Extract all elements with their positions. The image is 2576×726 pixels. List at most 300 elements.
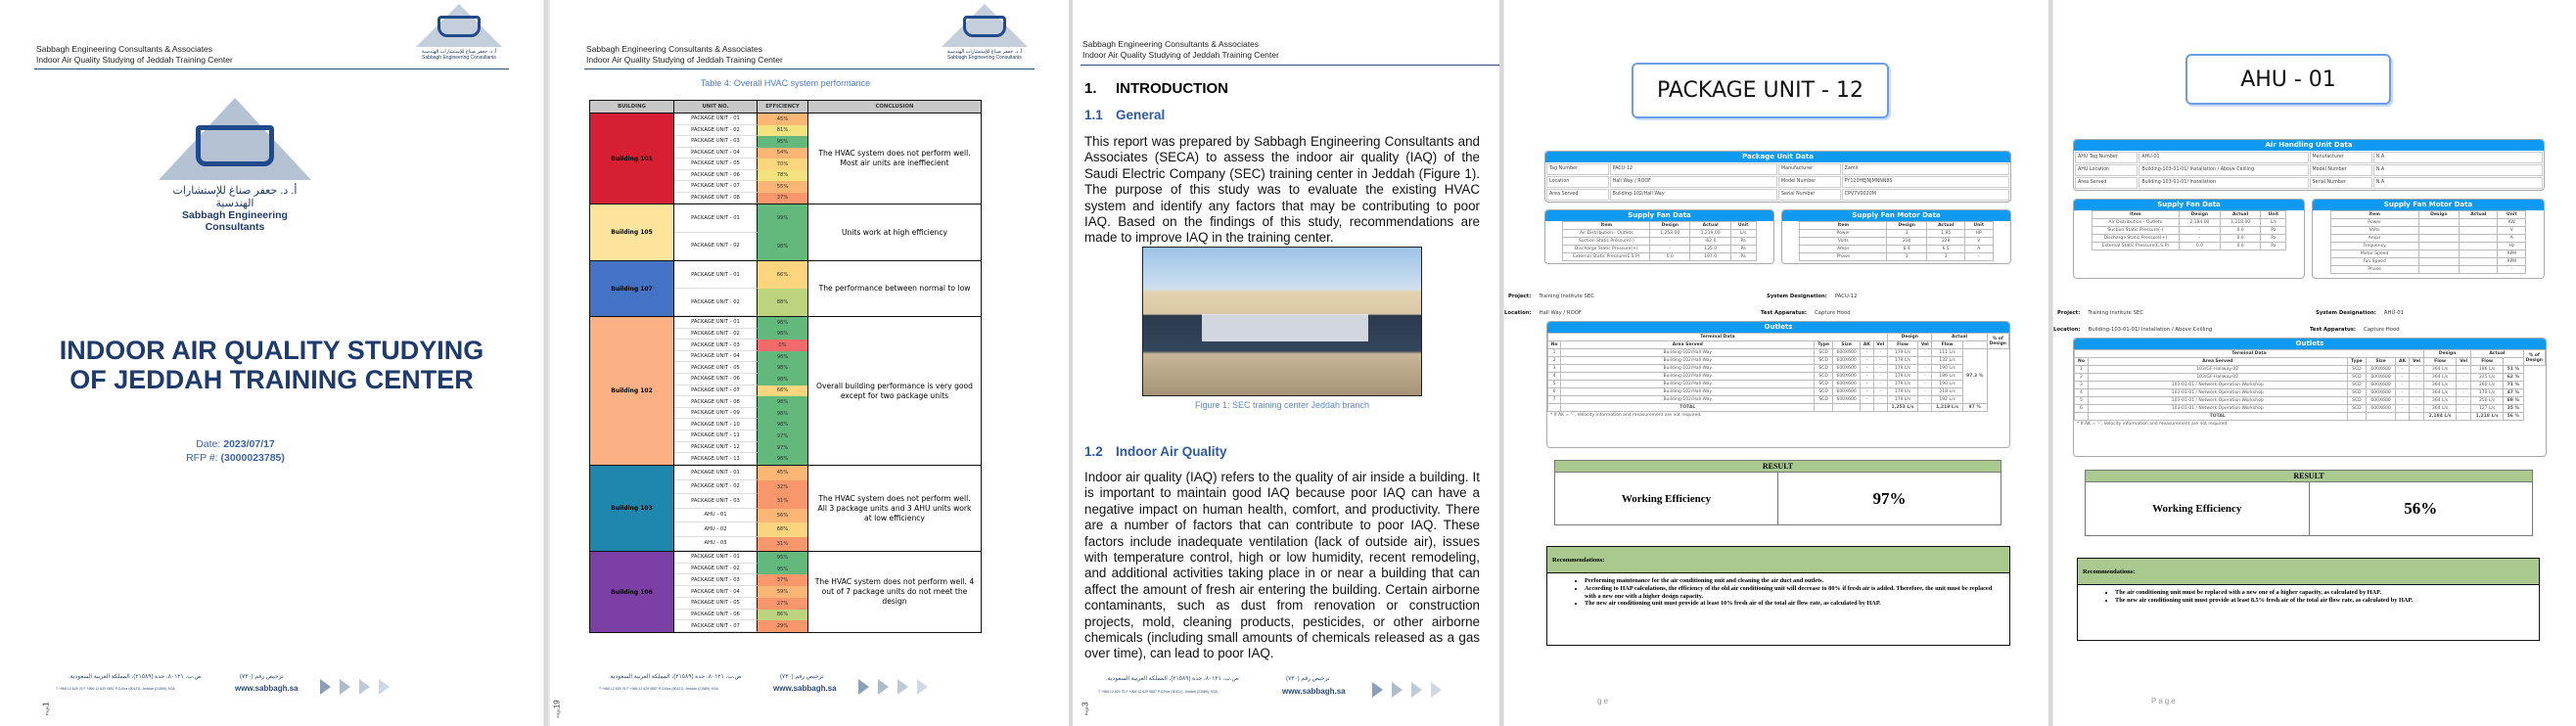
figure-sec-training-center-photo <box>1142 247 1422 396</box>
info-value: Training Institute SEC <box>1539 294 1595 299</box>
table-row <box>674 598 807 610</box>
unit-name: PACKAGE UNIT - 01 <box>674 113 758 125</box>
table-cell: SCD <box>2347 389 2367 397</box>
unit-data-grid <box>1545 162 2010 202</box>
table-cell: - <box>1964 253 1993 261</box>
efficiency-cell: 37% <box>758 193 807 204</box>
table-row <box>1800 238 1993 246</box>
percent-of-design: 51 % <box>2504 366 2523 374</box>
table-row <box>674 159 807 170</box>
efficiency-cell: 95% <box>758 564 807 575</box>
total-label: TOTAL <box>1561 404 1815 412</box>
column-header: Vel <box>2410 358 2424 366</box>
table-cell: 0.0 <box>2220 243 2261 250</box>
table-cell: - <box>1873 388 1887 396</box>
panel-header: Supply Fan Motor Data <box>2313 200 2544 210</box>
table-cell: Power <box>2330 219 2418 227</box>
company-logo <box>940 4 1030 61</box>
table-row <box>674 181 807 193</box>
table-cell: 8.4 <box>1887 246 1927 253</box>
table-cell: - <box>2180 227 2221 235</box>
unit-data-panel <box>1544 151 2011 203</box>
group-header: % of Design <box>1987 334 2008 349</box>
recommendation-item: • The new air conditioning unit must provide at least 8.5% fresh air of the total air flow rate, as calculated by HAP. <box>2115 597 2527 605</box>
field-value: Building-102/Hall Way <box>1610 189 1777 201</box>
footer-contact: T +966 12 629 76 F +966 12 629 0857 P.O.Box (80121), Jeddah (21589), KSA <box>1098 690 1218 694</box>
unit-name: PACKAGE UNIT - 09 <box>674 408 758 420</box>
page-number: Page19 <box>552 700 562 718</box>
table-cell: 600X600 <box>1832 381 1860 388</box>
table-row <box>1548 349 2009 357</box>
column-header: Design <box>1887 222 1927 230</box>
info-value: PACU-12 <box>1834 294 1858 299</box>
table-row <box>674 480 807 495</box>
field-value: N.A <box>2373 152 2543 163</box>
table-cell: Pa <box>1730 246 1756 253</box>
table-cell: SCD <box>2347 405 2367 413</box>
building-group <box>590 317 981 466</box>
table-cell: 600X600 <box>2367 374 2396 382</box>
outlets-note: * If AK = '-', Velocity information and measurement are not required. <box>2077 422 2229 427</box>
table-cell: - <box>2395 366 2409 374</box>
column-header: Actual <box>1690 222 1730 230</box>
supply-fan-motor-panel <box>1781 209 2011 264</box>
building-group <box>590 113 981 204</box>
col-efficiency: EFFICIENCY <box>758 101 808 113</box>
table-cell: - <box>2410 397 2424 405</box>
unit-name: PACKAGE UNIT - 05 <box>674 159 758 170</box>
table-cell: RPM <box>2498 258 2526 266</box>
field-value: N.A <box>2373 164 2543 176</box>
group-header: Actual <box>1932 334 1987 341</box>
table-cell: 197.0 <box>1690 253 1730 261</box>
supply-fan-panel <box>2073 199 2305 279</box>
table-row <box>674 564 807 575</box>
table-cell: - <box>1873 396 1887 404</box>
table-cell: 186 L/s <box>2471 366 2504 374</box>
unit-name: PACKAGE UNIT - 04 <box>674 586 758 598</box>
efficiency-cell: 31% <box>758 537 807 552</box>
page-header <box>586 44 783 66</box>
table-cell: 364 L/s <box>2424 374 2457 382</box>
info-label: Test Apparatus: <box>2310 327 2357 333</box>
unit-name: PACKAGE UNIT - 01 <box>674 552 758 564</box>
table-cell: - <box>1650 238 1690 246</box>
efficiency-cell: 98% <box>758 362 807 374</box>
table-row <box>674 386 807 397</box>
table-row <box>1563 246 1756 253</box>
column-header: Size <box>1832 341 1860 349</box>
table-cell: 600X600 <box>1832 388 1860 396</box>
table-cell: 179 L/s <box>1887 381 1917 388</box>
table-cell: - <box>2457 382 2471 389</box>
table-cell: 1.85 <box>1927 230 1965 238</box>
group-header: Terminal Data <box>1548 334 1888 341</box>
table-cell: 0.0 <box>2220 227 2261 235</box>
table-cell: HP <box>1964 230 1993 238</box>
efficiency-cell: 97% <box>758 442 807 454</box>
table-cell: Volts <box>2330 227 2418 235</box>
cover-title-line2: OF JEDDAH TRAINING CENTER <box>69 365 474 394</box>
table-cell: - <box>2180 235 2221 243</box>
table-cell: 179 L/s <box>1887 396 1917 404</box>
table-row <box>674 620 807 632</box>
data-table <box>2092 210 2287 250</box>
table-cell: 600X600 <box>1832 365 1860 373</box>
efficiency-cell: 59% <box>758 586 807 598</box>
unit-list <box>674 552 808 632</box>
table-cell: SCD <box>1815 388 1833 396</box>
table-row <box>674 362 807 374</box>
table-row <box>674 537 807 552</box>
column-header: No <box>1548 341 1561 349</box>
conclusion-cell: The performance between normal to low <box>818 284 971 293</box>
footer-website[interactable]: www.sabbagh.sa <box>773 684 837 693</box>
table-cell: - <box>1873 381 1887 388</box>
table-cell <box>2418 258 2460 266</box>
cover-logo-arabic: أ. د. جعفر صناغ للإستشارات الهندسية <box>172 185 298 209</box>
table-cell <box>1918 404 1932 412</box>
total-design-flow: 2,184 L/s <box>2424 413 2457 421</box>
table-row <box>674 552 807 564</box>
column-header: AK <box>1861 341 1873 349</box>
working-efficiency-value: 97% <box>1872 488 1907 508</box>
logo-arabic: أ. د. جعفر صناغ للإستشارات الهندسية <box>946 49 1023 55</box>
column-header: Design <box>2180 211 2221 219</box>
table-row <box>2330 227 2526 235</box>
panel-header: Supply Fan Motor Data <box>1782 210 2010 221</box>
unit-name: PACKAGE UNIT - 08 <box>674 193 758 204</box>
column-header: Unit <box>1964 222 1993 230</box>
field-label: Model Number <box>1778 176 1841 188</box>
table-cell: Fan Speed <box>2330 258 2418 266</box>
info-label: Test Apparatus: <box>1761 310 1808 316</box>
recommendations-list <box>1547 573 2009 608</box>
table-row <box>1800 230 1993 238</box>
table-cell: SCD <box>1815 349 1833 357</box>
table-row <box>1548 381 2009 388</box>
table-row <box>674 261 807 289</box>
table-cell <box>2410 413 2424 421</box>
table-cell <box>2460 219 2498 227</box>
table-header-row <box>1800 222 1993 230</box>
table-cell: V <box>1964 238 1993 246</box>
unit-name: PACKAGE UNIT - 04 <box>674 351 758 363</box>
efficiency-cell: 98% <box>758 396 807 408</box>
table-row <box>2075 366 2546 374</box>
table-row <box>674 419 807 431</box>
table-cell <box>2347 413 2367 421</box>
table-cell: - <box>1873 349 1887 357</box>
table-cell: 3 <box>1887 230 1927 238</box>
table-cell: SCD <box>2347 366 2367 374</box>
table-cell: 179 L/s <box>1887 373 1917 381</box>
panel-header: Package Unit Data <box>1545 152 2010 162</box>
table-cell: 1 <box>1548 349 1561 357</box>
table-cell <box>2418 243 2460 250</box>
table-cell: 5 <box>2075 397 2089 405</box>
info-field <box>2316 310 2404 316</box>
total-row <box>1548 404 2009 412</box>
table-row <box>2075 405 2546 413</box>
table-cell: Air Distribution - Outlets <box>2092 219 2179 227</box>
table-cell: SCD <box>1815 373 1833 381</box>
unit-title-box: AHU - 01 <box>2185 54 2391 105</box>
table-cell: A <box>1964 246 1993 253</box>
table-cell: Pa <box>2261 227 2286 235</box>
table-cell: 103-01-01 / Network Operation Workshop <box>2088 397 2347 405</box>
footer-arabic-address: ص.ب. ٨٠١٢١، جدة (٢١٥٨٩)، المملكة العربية السعودية. <box>609 674 742 680</box>
table-cell: 132 L/s <box>1932 357 1962 365</box>
table-cell: 179 L/s <box>1887 357 1917 365</box>
header-divider <box>1081 65 1499 66</box>
column-header: Size <box>2367 358 2396 366</box>
column-header: Design <box>1650 222 1690 230</box>
column-header: Actual <box>1927 222 1965 230</box>
table-row <box>1800 246 1993 253</box>
table-cell: Hz <box>2498 243 2526 250</box>
table-cell: 103-01-01 / Network Operation Workshop <box>2088 389 2347 397</box>
table-row <box>674 170 807 182</box>
table-cell: - <box>2395 405 2409 413</box>
table-row <box>674 148 807 159</box>
table-row <box>674 453 807 465</box>
info-label: Location: <box>1504 310 1532 316</box>
table-cell: Suction Static Pressure(-) <box>1563 238 1650 246</box>
table-cell: 192 L/s <box>1932 396 1962 404</box>
page-cover <box>0 0 543 726</box>
efficiency-cell: 55% <box>758 181 807 193</box>
recommendation-item: • Performing maintenance for the air conditioning unit and cleaning the air duct and outlets. <box>1585 577 1998 585</box>
table-row <box>2075 382 2546 389</box>
efficiency-cell: 37% <box>758 574 807 586</box>
table-cell: Phase <box>2330 266 2418 274</box>
table-cell: Suction Static Pressure(-) <box>2092 227 2179 235</box>
building-cell: Building 106 <box>590 552 674 632</box>
outlets-table <box>1547 333 2009 412</box>
table-row <box>1548 396 2009 404</box>
field-label: Model Number <box>2310 164 2372 176</box>
table-cell: 2 <box>1548 357 1561 365</box>
info-field <box>1504 310 1582 316</box>
efficiency-cell: 78% <box>758 170 807 182</box>
building-cell: Building 105 <box>590 204 674 260</box>
table-cell: 1,218.00 <box>2220 219 2261 227</box>
footer-arabic-address: ص.ب. ٨٠١٢١، جدة (٢١٥٨٩)، المملكة العربية السعودية. <box>69 674 202 680</box>
percent-of-design: 97.3 % <box>1962 349 1987 404</box>
working-efficiency-value: 56% <box>2404 499 2438 518</box>
table-cell <box>2418 250 2460 258</box>
column-header: Area Served <box>1561 341 1815 349</box>
table-cell: Building-102/Hall Way <box>1561 396 1815 404</box>
unit-name: PACKAGE UNIT - 06 <box>674 610 758 621</box>
building-cell: Building 107 <box>590 261 674 316</box>
footer-contact: T +966 12 629 76 F +966 12 629 0857 P.O.Box (80121), Jeddah (21589), KSA <box>56 687 175 691</box>
result-row <box>1555 473 2001 524</box>
panel-header: Outlets <box>2074 339 2546 349</box>
efficiency-cell: 56% <box>758 509 807 523</box>
table-cell: Discharge Static Pressure(+) <box>1563 246 1650 253</box>
table-cell <box>2457 413 2471 421</box>
table-cell: - <box>2395 389 2409 397</box>
header-company: Sabbagh Engineering Consultants & Associates <box>36 44 213 54</box>
table-cell: 179 L/s <box>1887 349 1917 357</box>
table-cell: Air Distribution - Outlets <box>1563 230 1650 238</box>
table-cell: Amps <box>1800 246 1887 253</box>
unit-name: PACKAGE UNIT - 07 <box>674 620 758 632</box>
unit-name: PACKAGE UNIT - 12 <box>674 442 758 454</box>
outlets-note: * If AK = '-', Velocity information and measurement are not required. <box>1550 413 1702 418</box>
header-project: Indoor Air Quality Studying of Jeddah Training Center <box>1082 50 1279 60</box>
header-company: Sabbagh Engineering Consultants & Associates <box>1082 39 1260 49</box>
page-number: Page1 <box>41 702 51 716</box>
efficiency-cell: 0% <box>758 340 807 351</box>
conclusion-cell: The HVAC system does not perform well. All 3 package units and 3 AHU units work at low efficiency <box>817 493 972 522</box>
table-row <box>674 193 807 204</box>
table-cell: - <box>2410 405 2424 413</box>
field-value: PACU-12 <box>1610 163 1777 175</box>
table-row <box>2330 258 2526 266</box>
table-row <box>674 494 807 509</box>
table-cell: 103/GF-Hallway-02 <box>2088 374 2347 382</box>
table-cell: 2 <box>2075 374 2089 382</box>
table-cell: 1 <box>2075 366 2089 374</box>
recommendations-list <box>2078 585 2539 605</box>
efficiency-cell: 98% <box>758 453 807 465</box>
table-cell: Discharge Static Pressure(+) <box>2092 235 2179 243</box>
table-cell <box>1873 404 1887 412</box>
efficiency-cell: 68% <box>758 386 807 397</box>
page-hvac-performance <box>550 0 1069 726</box>
table-cell: 127 L/s <box>2471 405 2504 413</box>
field-label: Location <box>1546 176 1609 188</box>
result-box <box>1554 460 2001 525</box>
data-table <box>2330 210 2527 274</box>
group-header-row <box>2075 350 2546 358</box>
table-cell: 170 L/s <box>2471 389 2504 397</box>
table-cell: 600X600 <box>1832 396 1860 404</box>
footer-arrows-decoration <box>1372 682 1442 698</box>
subsection-heading-iaq: 1.2 Indoor Air Quality <box>1084 444 1227 459</box>
table-cell: 103/GF-Hallway-02 <box>2088 366 2347 374</box>
unit-name: PACKAGE UNIT - 03 <box>674 494 758 509</box>
cover-title-line1: INDOOR AIR QUALITY STUDYING <box>59 336 484 365</box>
table-cell: - <box>1861 373 1873 381</box>
table-cell <box>2418 266 2460 274</box>
date-value: 2023/07/17 <box>223 438 275 450</box>
page-header <box>36 44 233 66</box>
unit-name: PACKAGE UNIT - 13 <box>674 453 758 465</box>
table-cell: - <box>1861 388 1873 396</box>
data-table <box>1562 221 1756 261</box>
table-cell: - <box>1861 381 1873 388</box>
page-number: Page3 <box>1081 702 1090 716</box>
table-row <box>2092 227 2286 235</box>
efficiency-cell: 54% <box>758 148 807 159</box>
table-cell: 6 <box>2075 405 2089 413</box>
info-field <box>2310 327 2400 333</box>
total-actual-flow: 1,218 L/s <box>2471 413 2504 421</box>
panel-header: Supply Fan Data <box>2074 200 2304 210</box>
unit-name: PACKAGE UNIT - 02 <box>674 233 758 261</box>
table-cell: 364 L/s <box>2424 405 2457 413</box>
table-cell <box>2367 413 2396 421</box>
unit-data-grid <box>2074 151 2544 190</box>
page-gap <box>1499 0 1503 726</box>
total-percent: 97 % <box>1962 404 1987 412</box>
info-label: System Designation: <box>1767 294 1827 299</box>
info-field <box>1767 294 1858 299</box>
table-cell: 186 L/s <box>1932 373 1962 381</box>
table-cell: - <box>1873 373 1887 381</box>
table-cell: - <box>1918 373 1932 381</box>
unit-name: PACKAGE UNIT - 02 <box>674 289 758 316</box>
paragraph-iaq: Indoor air quality (IAQ) refers to the quality of air inside a building. It is important to maintain good IAQ because poor IAQ can have a negative impact on human health, comfort, and productivity. There are a number of factors that can contribute to poor IAQ. These factors include inadequate ventilation (lack of outside air), issues with temperature control, high or low humidity, recent remodeling, and additional activities taking place in or near a building that can affect the amount of fresh air entering the building. Certain airborne contaminants, such as dust from renovation or construction projects, mold, cleaning products, pesticides, or other airborne chemicals (including small amounts of chemicals released as a gas over time), can lead to poor IAQ. <box>1084 470 1480 661</box>
group-header-row <box>1548 334 2009 341</box>
table-cell: Building-102/Hall Way <box>1561 381 1815 388</box>
table-row <box>674 431 807 442</box>
table-row <box>674 125 807 137</box>
table-row <box>2092 219 2286 227</box>
column-header: No <box>2075 358 2089 366</box>
unit-name: PACKAGE UNIT - 04 <box>674 148 758 159</box>
footer-website[interactable]: www.sabbagh.sa <box>235 684 299 693</box>
table-cell <box>2460 243 2498 250</box>
table-row <box>674 509 807 523</box>
efficiency-cell: 29% <box>758 620 807 632</box>
column-header: Vel <box>1873 341 1887 349</box>
field-label: Area Served <box>2075 177 2138 189</box>
table-cell: 600X600 <box>2367 366 2396 374</box>
efficiency-cell: 97% <box>758 431 807 442</box>
table-cell: SCD <box>2347 374 2367 382</box>
page-package-unit-12 <box>1504 0 2048 726</box>
table-row <box>2330 250 2526 258</box>
logo-english: Sabbagh Engineering Consultants <box>947 55 1022 61</box>
table-row <box>674 317 807 329</box>
table-cell: 600X600 <box>2367 405 2396 413</box>
table-cell: - <box>2410 366 2424 374</box>
table-header-row <box>590 101 981 113</box>
table-cell: 2,184.00 <box>2180 219 2221 227</box>
efficiency-cell: 68% <box>758 522 807 537</box>
page-number-fragment: ge <box>1597 697 1610 705</box>
cover-logo <box>157 98 313 233</box>
table-cell: 218 L/s <box>1932 388 1962 396</box>
efficiency-cell: 31% <box>758 494 807 509</box>
cover-title <box>0 336 543 394</box>
page-footer <box>1073 665 1499 724</box>
field-value: Building-103-01-01/ Installation <box>2139 177 2308 189</box>
group-header: Design <box>1887 334 1932 341</box>
building-cell: Building 101 <box>590 113 674 204</box>
efficiency-cell: 45% <box>758 113 807 125</box>
info-field <box>2057 310 2143 316</box>
column-header-row <box>2075 358 2546 366</box>
header-divider <box>584 68 1035 69</box>
table-row <box>674 610 807 621</box>
table-cell: 3 <box>1887 253 1927 261</box>
unit-list <box>674 204 808 260</box>
group-header: Terminal Data <box>2075 350 2424 358</box>
table-row <box>674 396 807 408</box>
table-cell <box>2418 235 2460 243</box>
table-cell: Pa <box>1730 238 1756 246</box>
info-label: Project: <box>2057 310 2081 316</box>
footer-website[interactable]: www.sabbagh.sa <box>1282 687 1346 696</box>
table-cell: Motor Speed <box>2330 250 2418 258</box>
column-header: Vel <box>2457 358 2471 366</box>
